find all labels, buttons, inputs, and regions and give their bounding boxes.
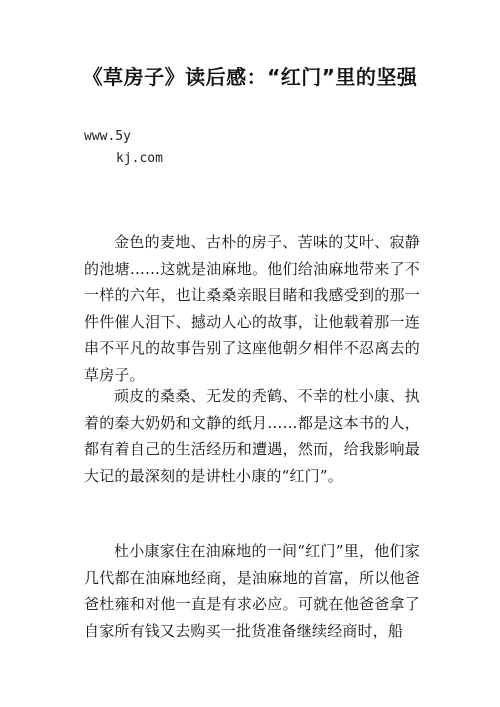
- paragraph-3: 杜小康家住在油麻地的一间“红门”里，他们家几代都在油麻地经商，是油麻地的首富，所以他爸爸杜雍和对他一直是有求必应。可就在他爸爸拿了自家所有钱又去购买一批货准备继续经商时，船: [84, 542, 420, 640]
- paragraph-2: 顽皮的桑桑、无发的秃鹤、不幸的杜小康、执着的秦大奶奶和文静的纸月……都是这本书的人，都有着自己的生活经历和遭遇，然而，给我影响最大记的最深刻的是讲杜小康的“红门”。: [84, 387, 420, 485]
- source-url-line-2: kj.com: [116, 151, 163, 166]
- source-url-line-1: www.5y: [84, 129, 131, 144]
- paragraph-1: 金色的麦地、古朴的房子、苦味的艾叶、寂静的池塘……这就是油麻地。他们给油麻地带来了不一样的六年，也让桑桑亲眼目睹和我感受到的那一件件催人泪下、撼动人心的故事，让他载着那一连串不平凡的故事告别了这座他朝夕相伴不忍离去的草房子。: [84, 233, 420, 384]
- document-title: 《草房子》读后感：“红门”里的坚强: [82, 65, 418, 89]
